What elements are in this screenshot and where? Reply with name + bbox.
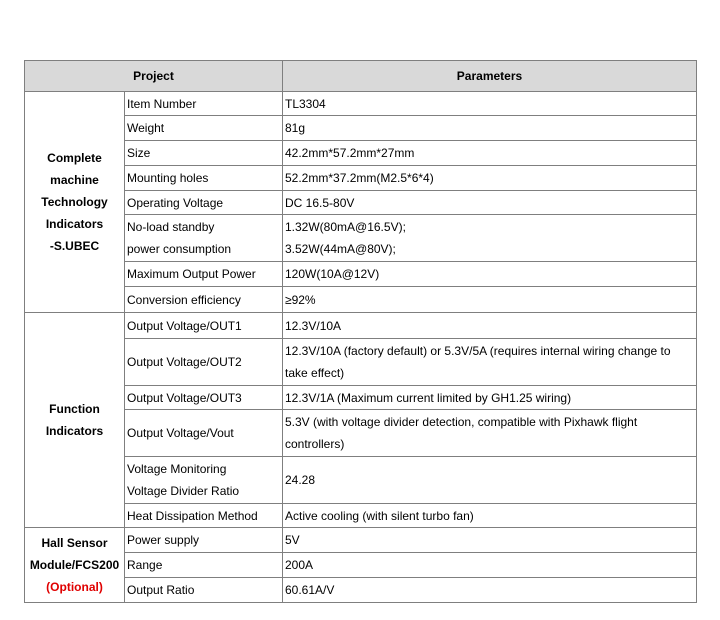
param-value: 81g [283, 116, 697, 141]
param-name-line: No-load standby [127, 220, 215, 234]
table-row [25, 504, 697, 528]
param-value-line: 3.52W(44mA@80V); [285, 242, 396, 256]
param-value: 60.61A/V [283, 578, 697, 603]
param-name: Output Ratio [125, 578, 283, 603]
table-row [25, 92, 697, 116]
table-header-row [25, 61, 697, 92]
param-name: Size [125, 141, 283, 166]
table-row [25, 339, 697, 386]
table-row [25, 262, 697, 287]
param-value: 120W(10A@12V) [283, 262, 697, 287]
param-value-line: take effect) [285, 366, 345, 380]
group-title-hall-sensor [25, 528, 125, 603]
param-value: TL3304 [283, 92, 697, 116]
param-value-line: 1.32W(80mA@16.5V); [285, 220, 406, 234]
table-row [25, 386, 697, 410]
param-name-line: Voltage Divider Ratio [127, 484, 240, 498]
group-title-line: Technology [41, 195, 108, 209]
table-row [25, 410, 697, 457]
param-value [283, 410, 697, 457]
param-name: Maximum Output Power [125, 262, 283, 287]
param-value: Active cooling (with silent turbo fan) [283, 504, 697, 528]
param-name [125, 215, 283, 262]
param-value: 42.2mm*57.2mm*27mm [283, 141, 697, 166]
table-row [25, 528, 697, 553]
param-value-line: 12.3V/10A (factory default) or 5.3V/5A (requires internal wiring change to [285, 344, 671, 358]
header-parameters: Parameters [283, 61, 697, 92]
header-project: Project [25, 61, 283, 92]
param-value: 12.3V/10A [283, 313, 697, 339]
group-title-line: Indicators [45, 424, 104, 438]
param-name: Range [125, 553, 283, 578]
param-name: Heat Dissipation Method [125, 504, 283, 528]
param-value: 12.3V/1A (Maximum current limited by GH1.25 wiring) [283, 386, 697, 410]
param-name-line: power consumption [127, 242, 232, 256]
spec-table [24, 60, 697, 603]
table-row [25, 287, 697, 313]
table-row [25, 578, 697, 603]
param-value [283, 339, 697, 386]
param-value: 24.28 [283, 457, 697, 504]
param-value: 200A [283, 553, 697, 578]
param-value-line: 5.3V (with voltage divider detection, compatible with Pixhawk flight [285, 415, 638, 429]
optional-label: (Optional) [46, 580, 103, 594]
param-value: DC 16.5-80V [283, 191, 697, 215]
param-name: Power supply [125, 528, 283, 553]
param-value: 52.2mm*37.2mm(M2.5*6*4) [283, 166, 697, 191]
param-value: ≥92% [283, 287, 697, 313]
group-title-line: Function [49, 402, 100, 416]
param-name-line: Voltage Monitoring [127, 462, 227, 476]
group-title-line: -S.UBEC [49, 239, 100, 253]
table-row [25, 553, 697, 578]
param-name: Mounting holes [125, 166, 283, 191]
group-title-function [25, 313, 125, 528]
param-name: Output Voltage/OUT3 [125, 386, 283, 410]
param-name [125, 457, 283, 504]
param-name: Operating Voltage [125, 191, 283, 215]
table-row [25, 313, 697, 339]
param-name: Item Number [125, 92, 283, 116]
table-row [25, 166, 697, 191]
group-title-line: Module/FCS200 [29, 558, 120, 572]
param-name: Output Voltage/OUT2 [125, 339, 283, 386]
table-row [25, 215, 697, 262]
table-row [25, 141, 697, 166]
group-title-line: machine [50, 173, 99, 187]
group-title-line: Hall Sensor [41, 536, 108, 550]
group-title-line: Indicators [45, 217, 104, 231]
table-row [25, 191, 697, 215]
table-row [25, 457, 697, 504]
group-title-technology [25, 92, 125, 313]
param-name: Conversion efficiency [125, 287, 283, 313]
param-value [283, 215, 697, 262]
param-value: 5V [283, 528, 697, 553]
param-value-line: controllers) [285, 437, 345, 451]
param-name: Output Voltage/Vout [125, 410, 283, 457]
group-title-line: Complete [47, 151, 102, 165]
param-name: Weight [125, 116, 283, 141]
table-row [25, 116, 697, 141]
param-name: Output Voltage/OUT1 [125, 313, 283, 339]
